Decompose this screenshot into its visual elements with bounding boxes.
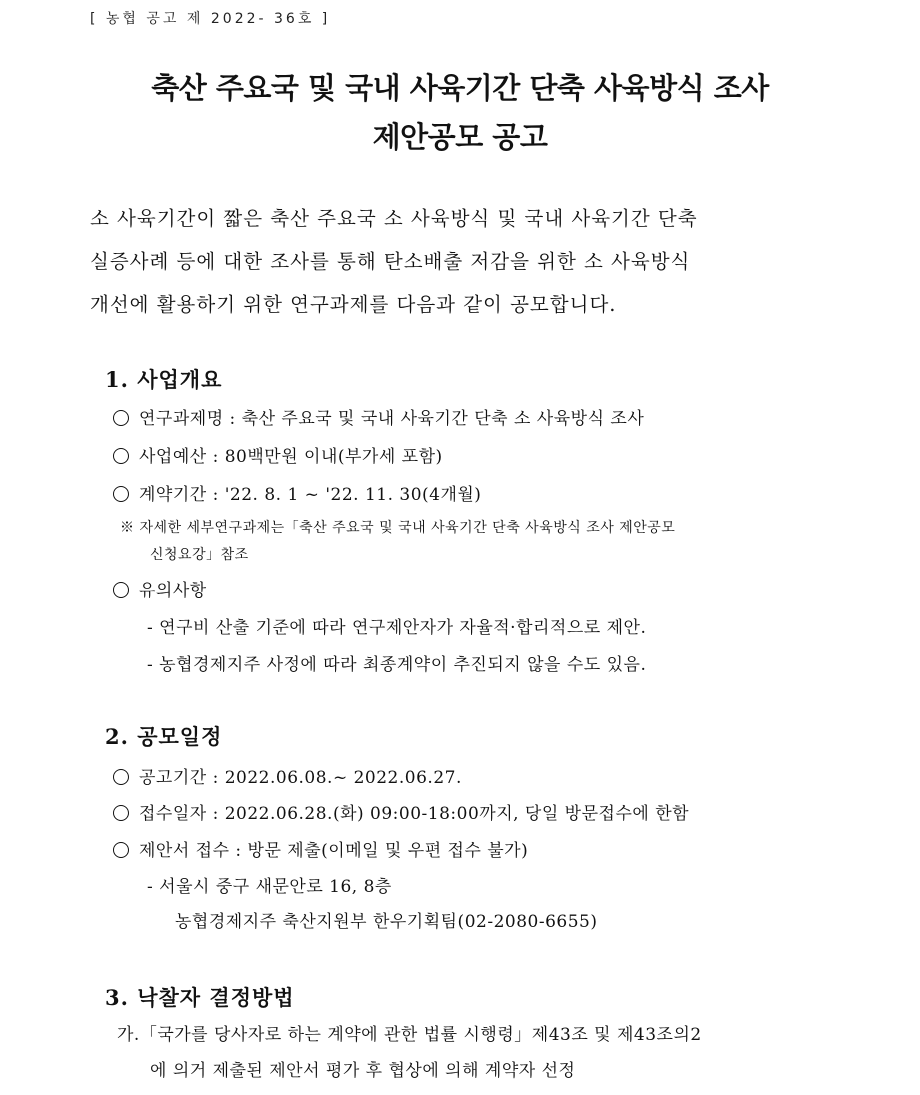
section2-heading: 2. 공모일정 (105, 724, 223, 749)
circle-bullet-icon (113, 842, 129, 858)
section1-item-contract-period (113, 480, 481, 505)
section2-item-notice-period (113, 763, 462, 788)
section3-item-line1: 가.「국가를 당사자로 하는 계약에 관한 법률 시행령」제43조 및 제43조의2 (117, 1025, 702, 1045)
address-line-1: - 서울시 중구 새문안로 16, 8층 (147, 877, 392, 897)
page-title-line2: 제안공모 공고 (372, 120, 548, 154)
item-text: 사업예산 : 80백만원 이내(부가세 포함) (139, 447, 443, 467)
section1-item-caution (113, 576, 207, 601)
circle-bullet-icon (113, 448, 129, 464)
notice-number: [ 농협 공고 제 2022- 36호 ] (90, 11, 331, 27)
section1-item-budget (113, 442, 443, 467)
section2-item-receipt-date (113, 799, 689, 824)
item-text: 제안서 접수 : 방문 제출(이메일 및 우편 접수 불가) (139, 841, 529, 861)
item-text: 유의사항 (139, 581, 207, 601)
caution-item-1: - 연구비 산출 기준에 따라 연구제안자가 자율적·합리적으로 제안. (147, 618, 647, 638)
section3-item-line2: 에 의거 제출된 제안서 평가 후 협상에 의해 계약자 선정 (150, 1061, 576, 1081)
caution-item-2: - 농협경제지주 사정에 따라 최종계약이 추진되지 않을 수도 있음. (147, 655, 647, 675)
item-text: 계약기간 : '22. 8. 1 ~ '22. 11. 30(4개월) (139, 485, 482, 505)
circle-bullet-icon (113, 805, 129, 821)
section1-note-line2: 신청요강」참조 (150, 547, 249, 563)
item-text: 공고기간 : 2022.06.08.~ 2022.06.27. (139, 768, 462, 788)
item-text: 연구과제명 : 축산 주요국 및 국내 사육기간 단축 소 사육방식 조사 (139, 409, 645, 429)
intro-line-2: 실증사례 등에 대한 조사를 통해 탄소배출 저감을 위한 소 사육방식 (90, 250, 691, 273)
section1-item-project-name (113, 404, 644, 429)
circle-bullet-icon (113, 582, 129, 598)
circle-bullet-icon (113, 486, 129, 502)
address-line-2: 농협경제지주 축산지원부 한우기획팀(02-2080-6655) (175, 912, 598, 932)
intro-line-1: 소 사육기간이 짧은 축산 주요국 소 사육방식 및 국내 사육기간 단축 (90, 207, 698, 230)
circle-bullet-icon (113, 769, 129, 785)
section1-note-line1: ※ 자세한 세부연구과제는「축산 주요국 및 국내 사육기간 단축 사육방식 조사 제안공모 (120, 520, 676, 536)
page-title-line1: 축산 주요국 및 국내 사육기간 단축 사육방식 조사 (151, 71, 769, 105)
section2-item-submission (113, 836, 528, 861)
section3-heading: 3. 낙찰자 결정방법 (105, 985, 295, 1010)
item-text: 접수일자 : 2022.06.28.(화) 09:00-18:00까지, 당일 방문접수에 한함 (139, 804, 690, 824)
intro-line-3: 개선에 활용하기 위한 연구과제를 다음과 같이 공모합니다. (90, 293, 617, 316)
circle-bullet-icon (113, 410, 129, 426)
section1-heading: 1. 사업개요 (105, 367, 223, 392)
